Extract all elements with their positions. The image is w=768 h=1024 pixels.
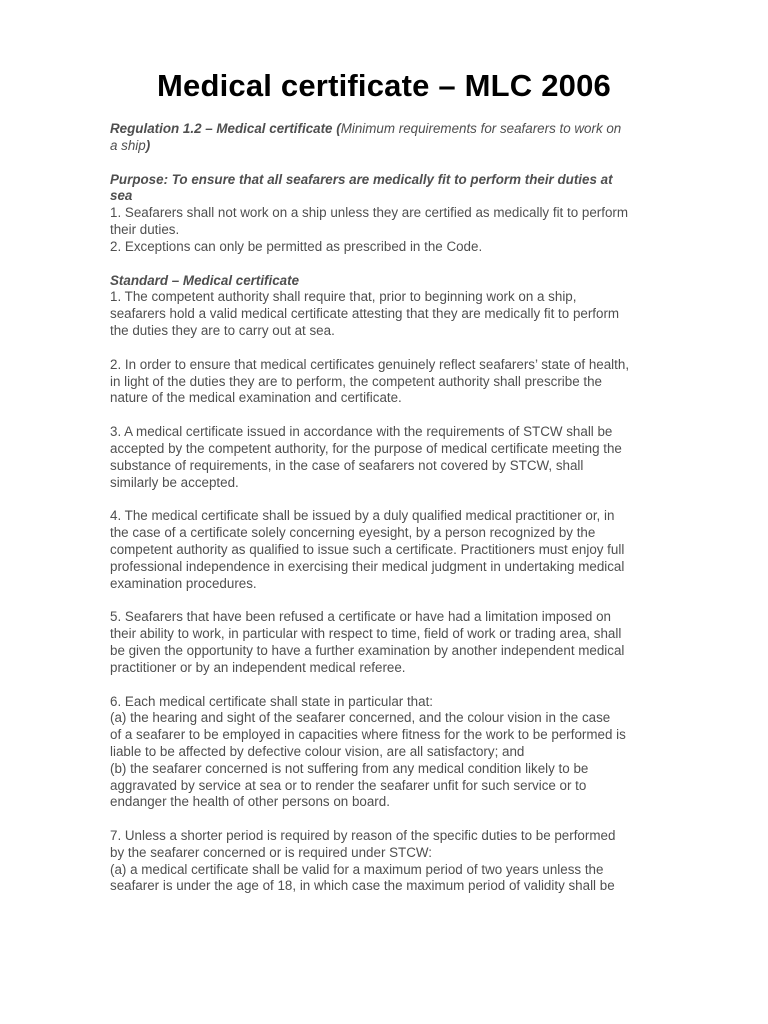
paragraph-line: competent authority as qualified to issue such a certificate. Practitioners must enjoy full <box>110 541 625 557</box>
paragraph-line: examination procedures. <box>110 575 257 591</box>
paragraph-line: practitioner or by an independent medical referee. <box>110 659 406 675</box>
paragraph-line: be given the opportunity to have a further examination by another independent medical <box>110 642 625 658</box>
paragraph-line: 2. In order to ensure that medical certificates genuinely reflect seafarers’ state of health, <box>110 356 630 372</box>
regulation-subtitle-2: a ship <box>110 137 146 153</box>
paragraph-line: by the seafarer concerned or is required under STCW: <box>110 844 433 860</box>
paragraph-line: the duties they are to carry out at sea. <box>110 322 335 338</box>
paragraph-line: 5. Seafarers that have been refused a certificate or have had a limitation imposed on <box>110 609 611 625</box>
paragraph-line: their ability to work, in particular with respect to time, field of work or trading area, shall <box>110 626 622 642</box>
paragraph-line: liable to be affected by defective colour vision, are all satisfactory; and <box>110 743 525 759</box>
purpose-heading-line-2: sea <box>110 188 133 204</box>
paragraph-line: aggravated by service at sea or to render the seafarer unfit for such service or to <box>110 777 587 793</box>
paragraph-line: 4. The medical certificate shall be issued by a duly qualified medical practitioner or, in <box>110 508 615 524</box>
purpose-text-line: 1. Seafarers shall not work on a ship unless they are certified as medically fit to perform <box>110 205 629 221</box>
purpose-text-line: 2. Exceptions can only be permitted as prescribed in the Code. <box>110 238 483 254</box>
paragraph-line: 1. The competent authority shall require that, prior to beginning work on a ship, <box>110 289 577 305</box>
regulation-heading <box>110 121 710 155</box>
paragraph-line: seafarers hold a valid medical certificate attesting that they are medically fit to perform <box>110 306 620 322</box>
paragraph-line: in light of the duties they are to perform, the competent authority shall prescribe the <box>110 373 603 389</box>
paragraph-line: professional independence in exercising their medical judgment in undertaking medical <box>110 558 625 574</box>
paragraph-7 <box>110 828 710 895</box>
purpose-text-line: their duties. <box>110 221 180 237</box>
paragraph-line: (a) the hearing and sight of the seafarer concerned, and the colour vision in the case <box>110 710 611 726</box>
purpose-heading-line-1: Purpose: To ensure that all seafarers are medically fit to perform their duties at <box>110 171 613 187</box>
paragraph-line: of a seafarer to be employed in capacities where fitness for the work to be performed is <box>110 727 626 743</box>
paragraph-line: nature of the medical examination and certificate. <box>110 390 402 406</box>
paragraph-line: 7. Unless a shorter period is required by reason of the specific duties to be performed <box>110 828 616 844</box>
standard-section <box>110 273 710 340</box>
paragraph-line: similarly be accepted. <box>110 474 239 490</box>
paragraph-line: seafarer is under the age of 18, in which case the maximum period of validity shall be <box>110 878 615 894</box>
paragraph-2 <box>110 357 710 407</box>
regulation-close-paren: ) <box>145 137 151 153</box>
regulation-line-1 <box>110 121 710 138</box>
paragraph-line: endanger the health of other persons on board. <box>110 794 390 810</box>
regulation-label: Regulation 1.2 – Medical certificate ( <box>110 121 341 136</box>
paragraph-line: the case of a certificate solely concerning eyesight, by a person recognized by the <box>110 525 596 541</box>
paragraph-line: accepted by the competent authority, for the purpose of medical certificate meeting the <box>110 440 622 456</box>
paragraph-line: substance of requirements, in the case of seafarers not covered by STCW, shall <box>110 457 584 473</box>
purpose-section <box>110 172 710 256</box>
paragraph-line: 6. Each medical certificate shall state in particular that: <box>110 693 434 709</box>
regulation-line-2 <box>110 138 710 155</box>
paragraph-5 <box>110 609 710 676</box>
regulation-subtitle-1: Minimum requirements for seafarers to work on <box>340 121 622 136</box>
paragraph-line: 3. A medical certificate issued in accordance with the requirements of STCW shall be <box>110 424 613 440</box>
paragraph-line: (a) a medical certificate shall be valid for a maximum period of two years unless the <box>110 861 604 877</box>
page-title: Medical certificate – MLC 2006 <box>157 68 611 103</box>
paragraph-6 <box>110 694 710 812</box>
paragraph-line: (b) the seafarer concerned is not suffering from any medical condition likely to be <box>110 760 589 776</box>
paragraph-3 <box>110 424 710 491</box>
paragraph-4 <box>110 508 710 592</box>
standard-heading: Standard – Medical certificate <box>110 272 300 288</box>
document-body <box>110 121 710 912</box>
